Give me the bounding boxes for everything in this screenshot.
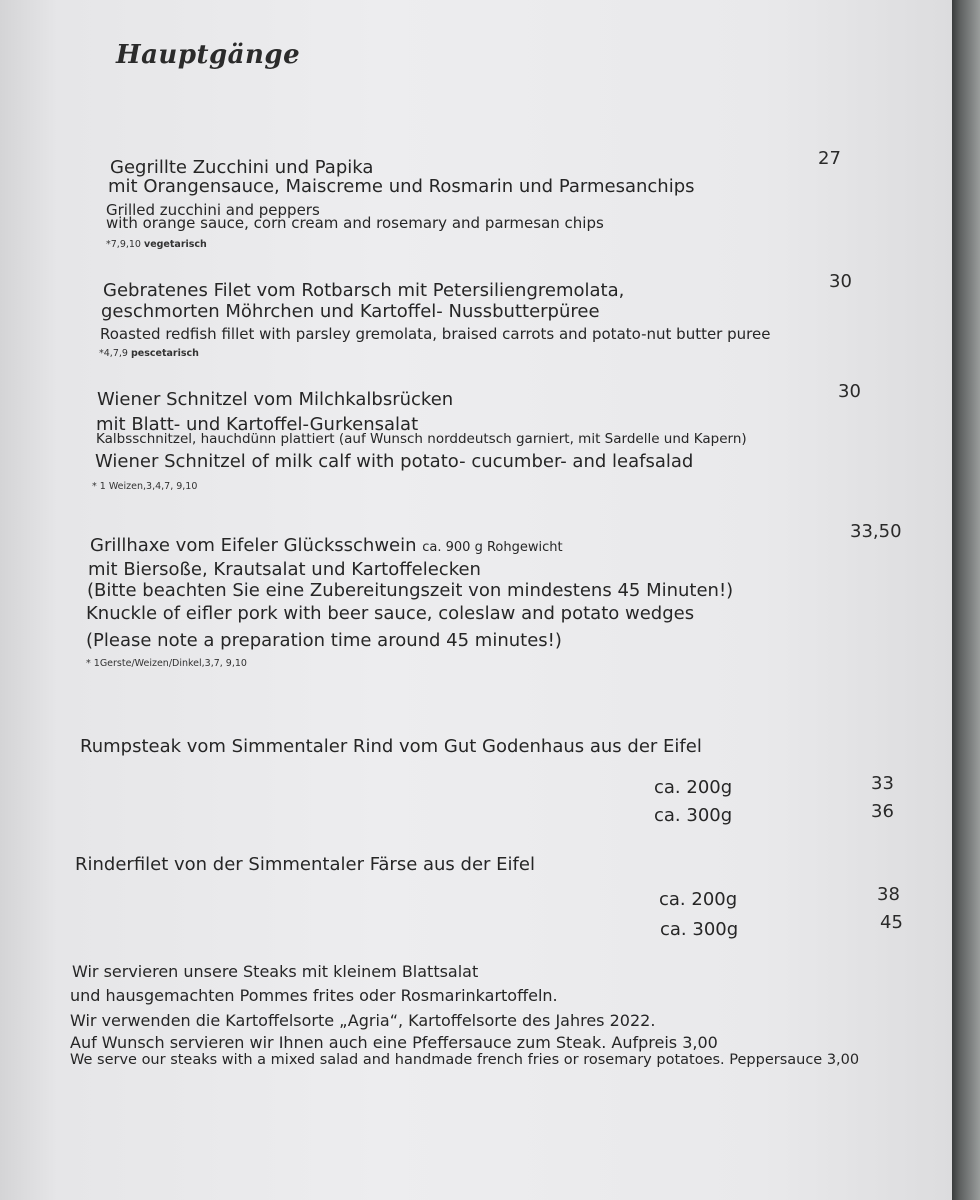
dish-subtitle: mit Orangensauce, Maiscreme und Rosmarin und Parmesanchips — [108, 176, 695, 197]
dish-allergens: *7,9,10 vegetarisch — [106, 239, 207, 250]
steak-title: Rumpsteak vom Simmentaler Rind vom Gut Godenhaus aus der Eifel — [80, 736, 702, 757]
dish-allergens: * 1Gerste/Weizen/Dinkel,3,7, 9,10 — [86, 658, 247, 669]
dish-price: 27 — [818, 148, 841, 169]
footer-note: und hausgemachten Pommes frites oder Rosmarinkartoffeln. — [70, 986, 558, 1005]
dish-title: Gegrillte Zucchini und Papika — [110, 157, 374, 178]
dish-english-desc: Wiener Schnitzel of milk calf with potato- cucumber- and leafsalad — [95, 451, 694, 472]
dish-english-desc: Knuckle of eifler pork with beer sauce, coleslaw and potato wedges — [86, 603, 695, 624]
diet-tag: pescetarisch — [130, 348, 199, 359]
dish-title: Grillhaxe vom Eifeler Glücksschwein ca. 900 g Rohgewicht — [90, 535, 563, 556]
dish-subtitle: geschmorten Möhrchen und Kartoffel- Nussbutterpüree — [101, 301, 600, 322]
page-edge — [952, 0, 980, 1200]
dish-allergens: * 1 Weizen,3,4,7, 9,10 — [92, 481, 198, 492]
dish-title: Gebratenes Filet vom Rotbarsch mit Petersiliengremolata, — [103, 280, 625, 301]
dish-english-title: Grilled zucchini and peppers — [106, 201, 320, 219]
footer-note: Auf Wunsch servieren wir Ihnen auch eine Pfeffersauce zum Steak. Aufpreis 3,00 — [70, 1033, 718, 1052]
dish-english-desc: with orange sauce, corn cream and rosemary and parmesan chips — [106, 214, 604, 232]
steak-price: 38 — [877, 884, 900, 905]
steak-size: ca. 300g — [660, 919, 739, 940]
steak-price: 33 — [871, 773, 894, 794]
steak-size: ca. 200g — [659, 889, 738, 910]
steak-price: 36 — [871, 801, 894, 822]
dish-note-english: (Please note a preparation time around 45 minutes!) — [86, 630, 562, 651]
steak-size: ca. 200g — [654, 777, 733, 798]
steak-title: Rinderfilet von der Simmentaler Färse aus der Eifel — [75, 854, 535, 875]
dish-note-german: (Bitte beachten Sie eine Zubereitungszeit von mindestens 45 Minuten!) — [87, 580, 734, 601]
steak-price: 45 — [880, 912, 903, 933]
dish-german-desc: Kalbsschnitzel, hauchdünn plattiert (auf Wunsch norddeutsch garniert, mit Sardelle und Kapern) — [96, 431, 747, 447]
footer-note-english: We serve our steaks with a mixed salad and handmade french fries or rosemary potatoes. Peppersauce 3,00 — [70, 1052, 860, 1068]
dish-price: 30 — [829, 271, 852, 292]
dish-subtitle: mit Blatt- und Kartoffel-Gurkensalat — [96, 414, 419, 435]
footer-note: Wir servieren unsere Steaks mit kleinem Blattsalat — [72, 962, 479, 981]
section-heading: Hauptgänge — [116, 40, 301, 70]
dish-title: Wiener Schnitzel vom Milchkalbsrücken — [97, 389, 454, 410]
dish-allergens: *4,7,9 pescetarisch — [99, 348, 199, 359]
dish-price: 33,50 — [850, 521, 902, 542]
steak-size: ca. 300g — [654, 805, 733, 826]
dish-price: 30 — [838, 381, 861, 402]
dish-subtitle: mit Biersoße, Krautsalat und Kartoffelecken — [88, 559, 481, 580]
footer-note: Wir verwenden die Kartoffelsorte „Agria“, Kartoffelsorte des Jahres 2022. — [70, 1011, 656, 1030]
dish-english-desc: Roasted redfish fillet with parsley gremolata, braised carrots and potato-nut butter puree — [100, 325, 771, 343]
diet-tag: vegetarisch — [144, 239, 207, 250]
weight-note: ca. 900 g Rohgewicht — [422, 540, 563, 555]
